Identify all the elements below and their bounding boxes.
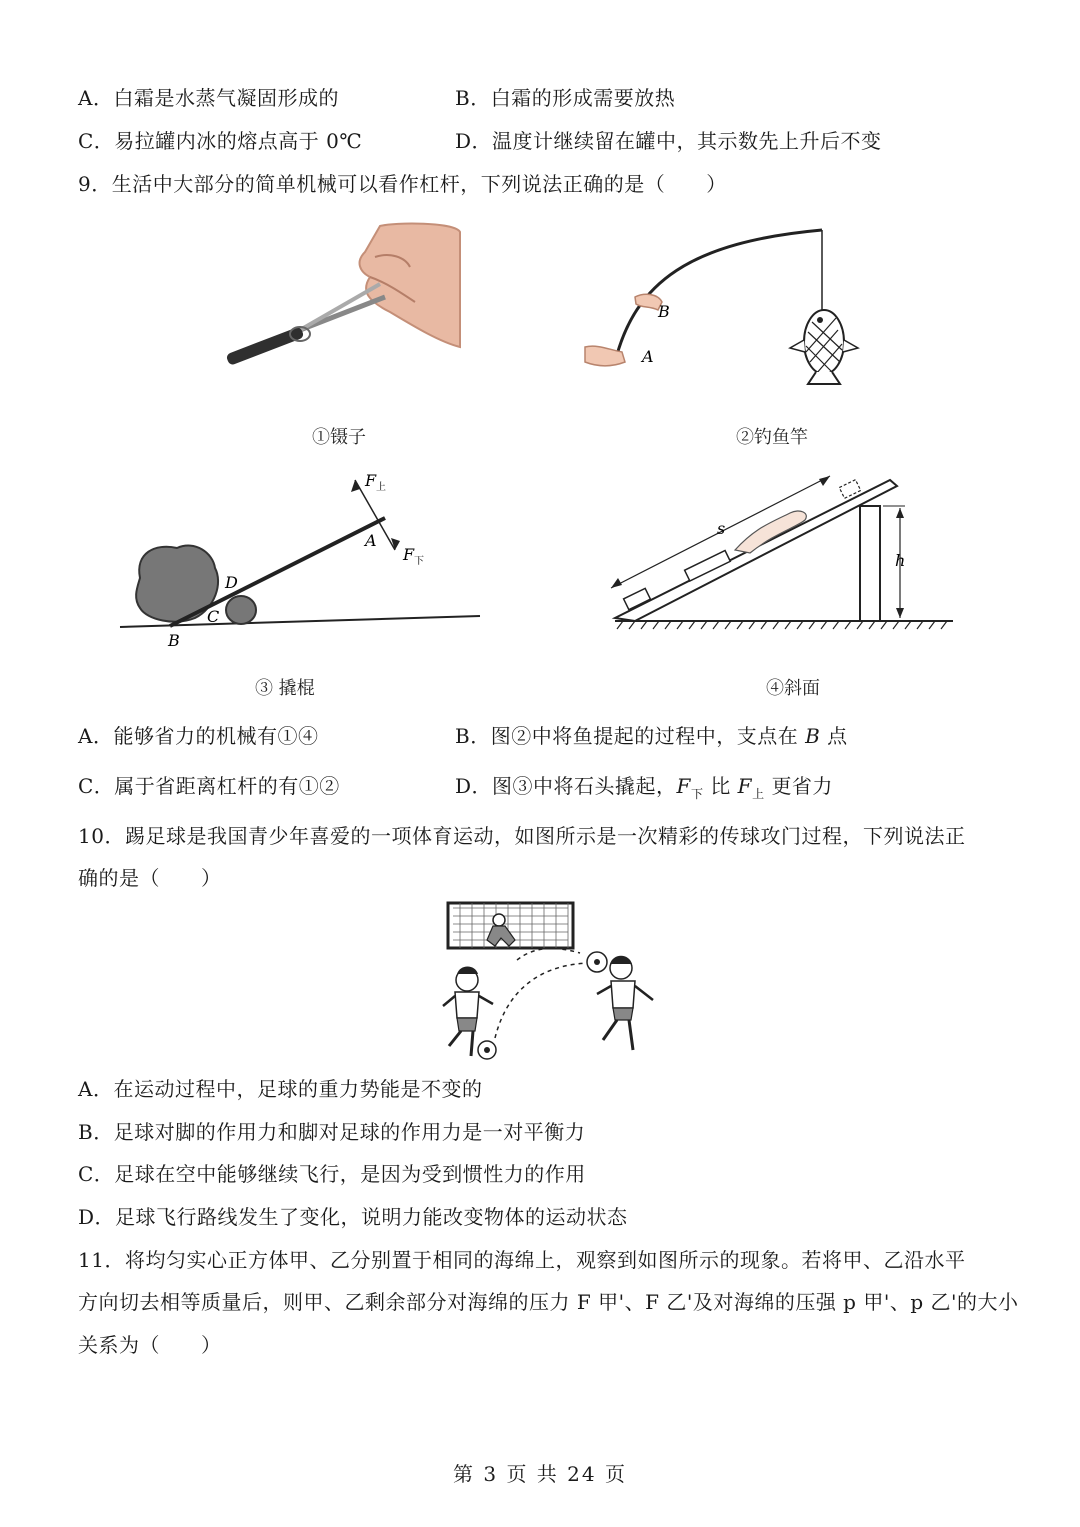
soccer-figure (415, 898, 665, 1066)
q10-option-a: A．在运动过程中，足球的重力势能是不变的 (78, 1077, 483, 1101)
q9-option-d: D．图③中将石头撬起，$F_下$ 比 $F_上$ 更省力 (455, 774, 833, 801)
fig1-caption: ①镊子 (312, 427, 366, 448)
q10-stem-line1: 10．踢足球是我国青少年喜爱的一项体育运动，如图所示是一次精彩的传球攻门过程，下列说法正 (78, 824, 966, 848)
incline-figure (605, 468, 960, 638)
q11-line3: 关系为（ ） (78, 1333, 222, 1357)
fig4-label-h: h (895, 551, 906, 570)
goal-icon (448, 903, 573, 948)
fig3-caption: ③ 撬棍 (255, 678, 315, 699)
fig3-label-f-down-sub: 下 (414, 556, 424, 567)
fig4-label-s: s (717, 519, 726, 538)
fig2-label-a: A (642, 347, 654, 366)
soccer-ball-icon (587, 952, 607, 972)
fig2-label-b: B (658, 302, 670, 321)
fishing-rod-figure (580, 222, 870, 387)
fig3-label-d: D (225, 573, 238, 592)
fig3-label-a: A (365, 531, 377, 550)
q10-option-c: C．足球在空中能够继续飞行，是因为受到惯性力的作用 (78, 1162, 586, 1186)
q10-stem-line2: 确的是（ ） (78, 866, 222, 890)
fig3-label-f-up-sub: 上 (376, 482, 386, 493)
q10-option-d: D．足球飞行路线发生了变化，说明力能改变物体的运动状态 (78, 1205, 628, 1229)
player-right-icon (597, 956, 653, 1050)
fig3-label-c: C (207, 607, 220, 626)
fig3-label-f-up: F (365, 471, 377, 490)
q9-stem: 9．生活中大部分的简单机械可以看作杠杆，下列说法正确的是（ ） (78, 172, 727, 196)
fig3-label-b: B (168, 631, 180, 650)
q11-line1: 11．将均匀实心正方体甲、乙分别置于相同的海绵上，观察到如图所示的现象。若将甲、乙沿水平 (78, 1248, 966, 1272)
tweezers-figure (220, 222, 465, 382)
soccer-ball-icon (478, 1041, 496, 1059)
crowbar-figure (115, 468, 495, 658)
fig3-label-f-down: F (403, 545, 415, 564)
fig4-caption: ④斜面 (766, 678, 820, 699)
q9-option-c: C．属于省距离杠杆的有①② (78, 774, 340, 798)
fig2-caption: ②钓鱼竿 (736, 427, 808, 448)
q8-option-b: B．白霜的形成需要放热 (455, 86, 676, 110)
q8-option-c: C．易拉罐内冰的熔点高于 0℃ (78, 129, 363, 153)
q10-option-b: B．足球对脚的作用力和脚对足球的作用力是一对平衡力 (78, 1120, 586, 1144)
page-footer: 第 3 页 共 24 页 (453, 1462, 627, 1486)
q8-option-d: D．温度计继续留在罐中，其示数先上升后不变 (455, 129, 882, 153)
q9-option-a: A．能够省力的机械有①④ (78, 724, 319, 748)
fish-icon (790, 310, 858, 384)
q8-option-a: A．白霜是水蒸气凝固形成的 (78, 86, 339, 110)
q9-option-b: B．图②中将鱼提起的过程中，支点在 B 点 (455, 724, 848, 748)
q11-line2: 方向切去相等质量后，则甲、乙剩余部分对海绵的压力 F 甲'、F 乙'及对海绵的压强 p 甲'、p 乙'的大小 (78, 1290, 1019, 1314)
